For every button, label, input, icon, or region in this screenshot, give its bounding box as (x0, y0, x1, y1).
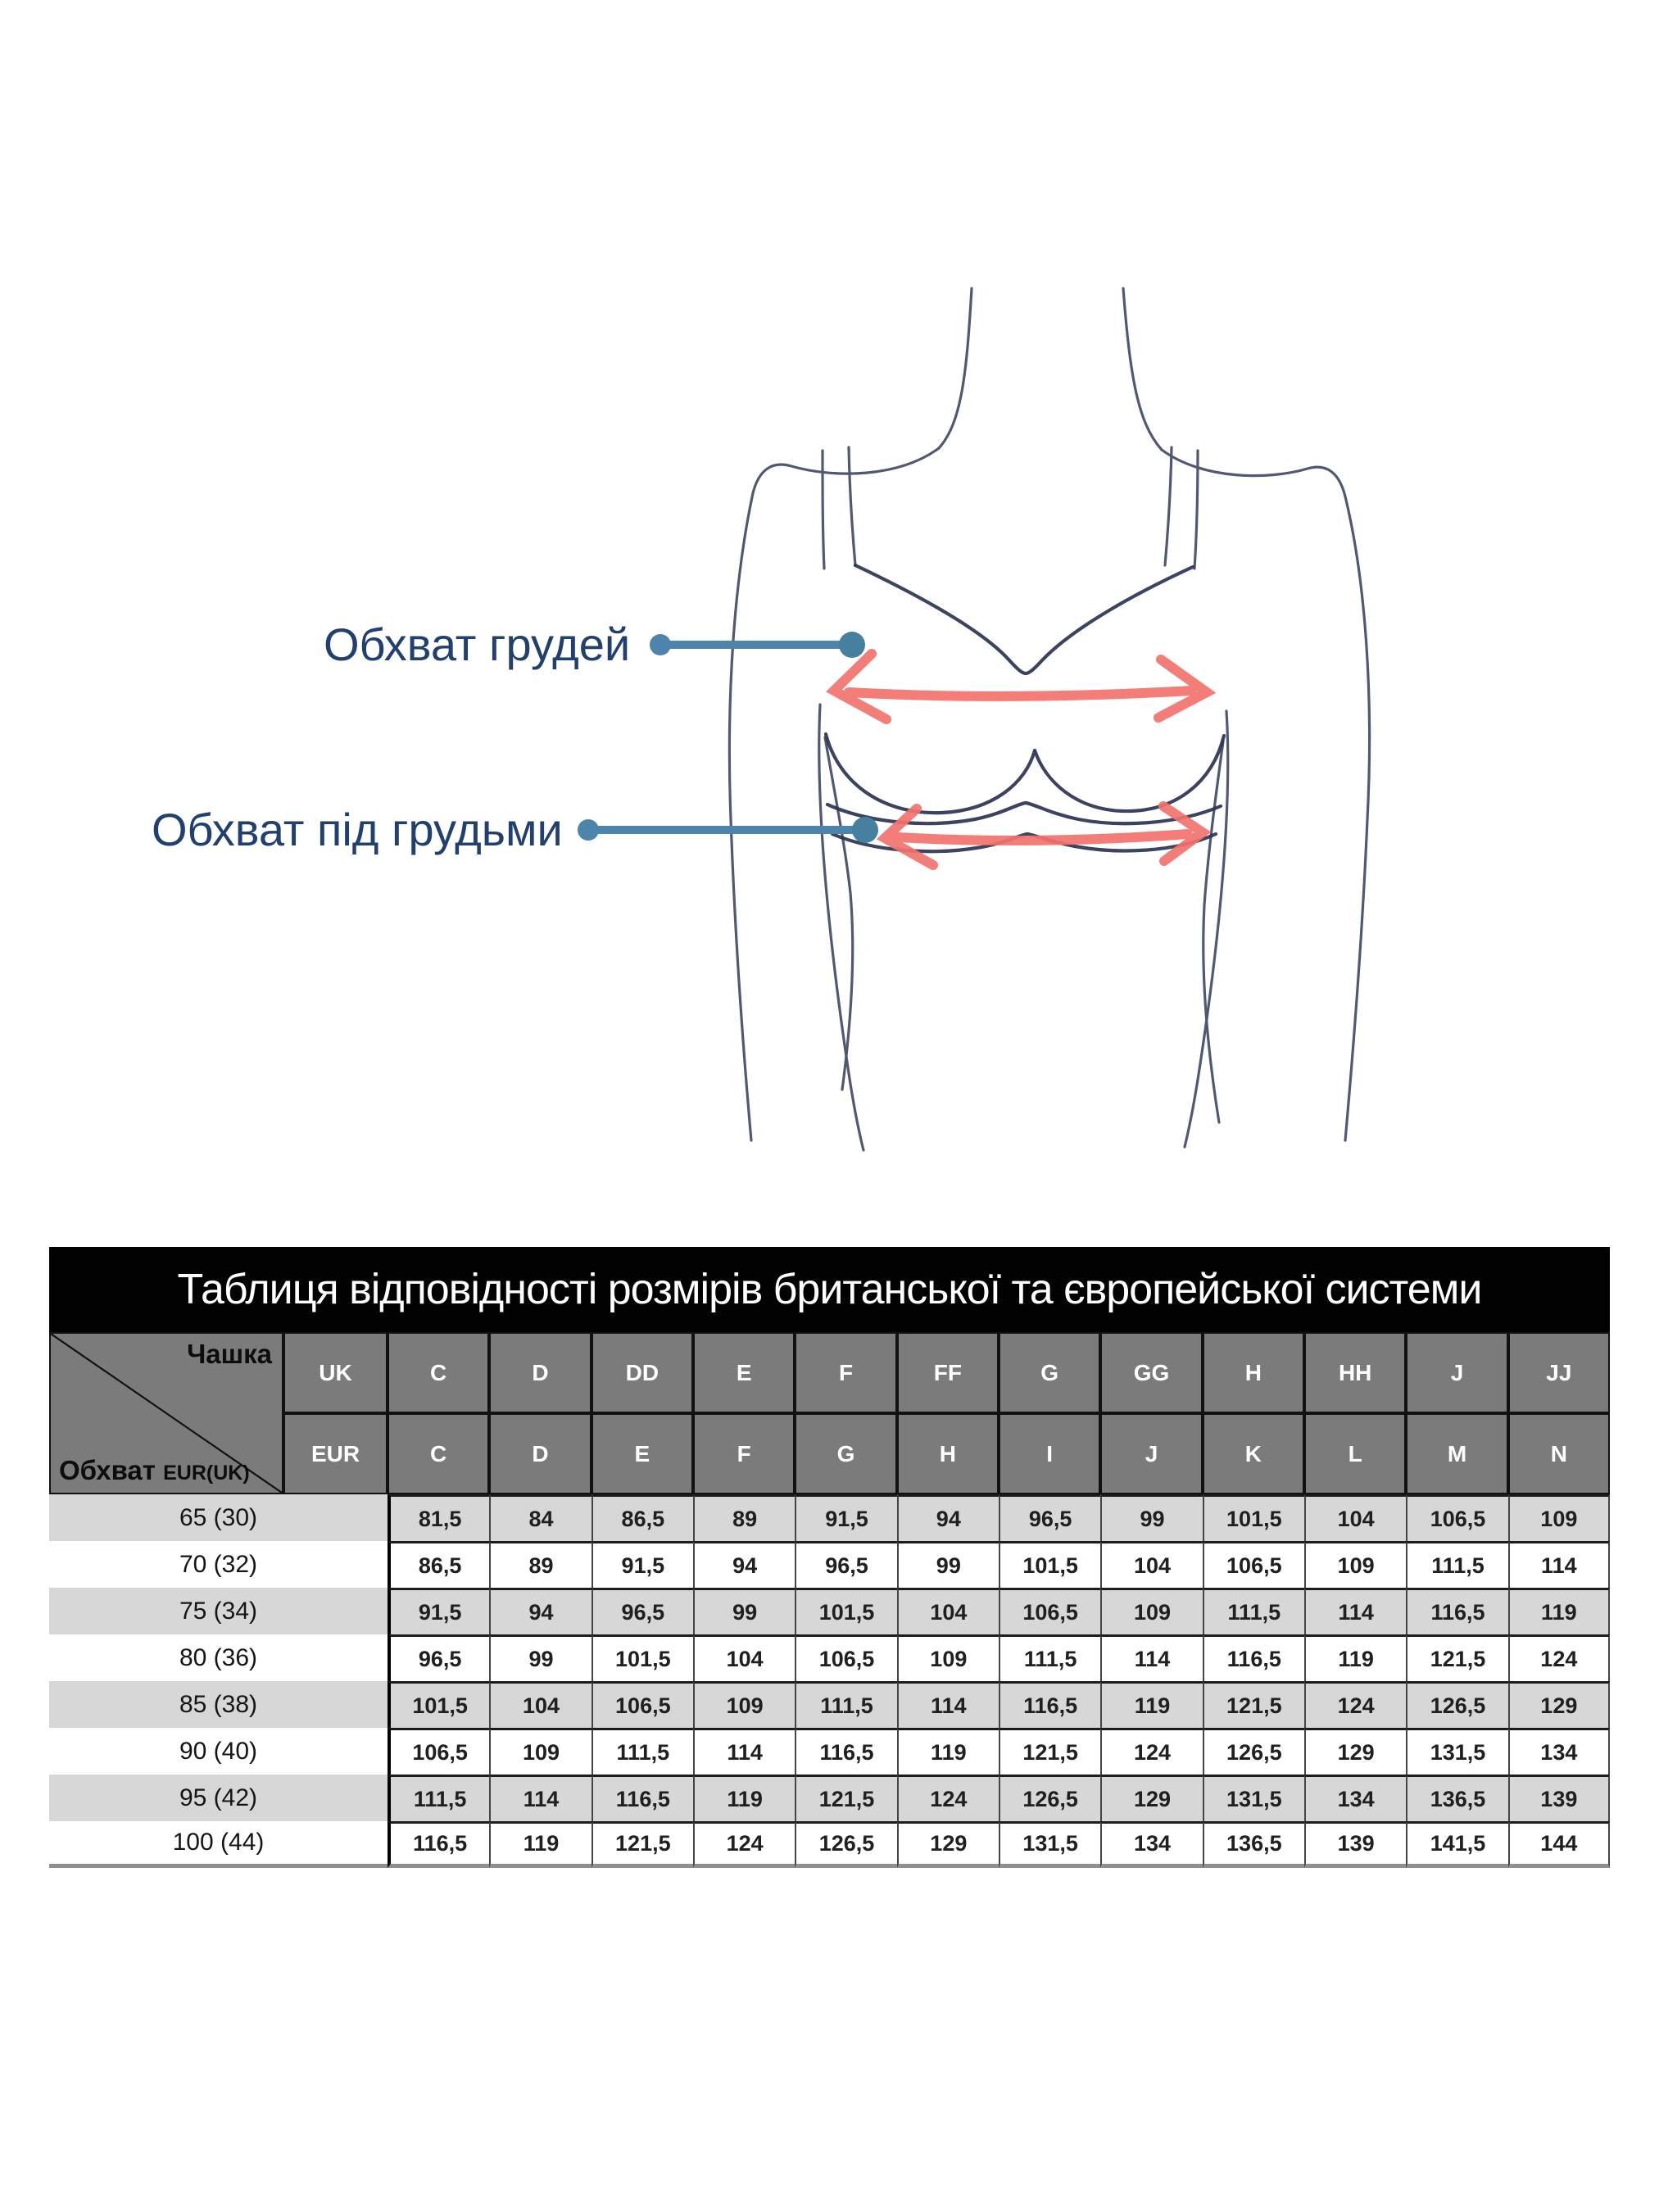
size-value-cell: 111,5 (592, 1728, 693, 1775)
size-value-cell: 116,5 (388, 1821, 489, 1868)
size-value-cell: 144 (1508, 1821, 1610, 1868)
size-value-cell: 86,5 (592, 1494, 693, 1541)
cup-header-cell: H (897, 1413, 999, 1494)
cup-header-cell: J (1100, 1413, 1202, 1494)
arm-right-outer-line (1345, 496, 1370, 1140)
size-value-cell: 91,5 (795, 1494, 896, 1541)
cup-header-cell: D (489, 1413, 591, 1494)
size-value-cell: 101,5 (592, 1634, 693, 1681)
header-system-cell: EUR (283, 1413, 388, 1494)
cup-header-cell: C (388, 1332, 489, 1413)
size-value-cell: 129 (1100, 1775, 1202, 1821)
size-value-cell: 114 (489, 1775, 591, 1821)
header-system-cell: UK (283, 1332, 388, 1413)
size-value-cell: 101,5 (795, 1588, 896, 1634)
size-value-cell: 121,5 (1203, 1681, 1304, 1728)
underbust-girth-connector (578, 817, 878, 843)
size-value-cell: 114 (1100, 1634, 1202, 1681)
size-value-cell: 96,5 (999, 1494, 1100, 1541)
size-value-cell: 116,5 (1406, 1588, 1507, 1634)
size-value-cell: 121,5 (795, 1775, 896, 1821)
cup-bottom-left-line (826, 734, 1035, 813)
chest-girth-arrow (834, 654, 1207, 719)
underbust-connector-dot-right (852, 817, 878, 843)
cup-header-cell: C (388, 1413, 489, 1494)
arm-left-inner-line (819, 705, 863, 1150)
size-value-cell: 109 (1304, 1541, 1406, 1588)
size-table (49, 1332, 1610, 1868)
size-value-cell: 126,5 (1203, 1728, 1304, 1775)
size-value-cell: 109 (897, 1634, 999, 1681)
size-value-cell: 84 (489, 1494, 591, 1541)
size-value-cell: 131,5 (999, 1821, 1100, 1868)
size-value-cell: 106,5 (592, 1681, 693, 1728)
size-value-cell: 124 (1508, 1634, 1610, 1681)
size-value-cell: 134 (1508, 1728, 1610, 1775)
size-value-cell: 106,5 (388, 1728, 489, 1775)
size-value-cell: 136,5 (1406, 1775, 1507, 1821)
cup-top-edge-line (855, 565, 1193, 673)
cup-header-cell: F (795, 1332, 896, 1413)
cup-header-cell: N (1508, 1413, 1610, 1494)
size-value-cell: 104 (1100, 1541, 1202, 1588)
shoulder-left-line (753, 448, 939, 493)
size-value-cell: 126,5 (795, 1821, 896, 1868)
cup-header-cell: GG (1100, 1332, 1202, 1413)
size-value-cell: 121,5 (592, 1821, 693, 1868)
size-value-cell: 129 (897, 1821, 999, 1868)
size-value-cell: 109 (693, 1681, 795, 1728)
arm-left-outer-line (729, 493, 753, 1140)
band-label-cell: 90 (40) (49, 1728, 388, 1775)
cup-header-cell: F (693, 1413, 795, 1494)
chest-arrow-shaft (849, 691, 1192, 696)
size-value-cell: 96,5 (388, 1634, 489, 1681)
band-label-cell: 65 (30) (49, 1494, 388, 1541)
size-value-cell: 119 (1100, 1681, 1202, 1728)
corner-label-cup: Чашка (187, 1339, 272, 1369)
size-value-cell: 109 (1100, 1588, 1202, 1634)
size-value-cell: 119 (1304, 1634, 1406, 1681)
band-label-cell: 95 (42) (49, 1775, 388, 1821)
size-value-cell: 96,5 (592, 1588, 693, 1634)
size-value-cell: 101,5 (388, 1681, 489, 1728)
corner-girth-units: EUR(UK) (163, 1462, 250, 1484)
cup-header-cell: JJ (1508, 1332, 1610, 1413)
neck-right-line (1123, 288, 1162, 450)
band-label-cell: 85 (38) (49, 1681, 388, 1728)
cup-header-cell: H (1203, 1332, 1304, 1413)
size-value-cell: 89 (489, 1541, 591, 1588)
size-value-cell: 129 (1304, 1728, 1406, 1775)
cup-header-cell: FF (897, 1332, 999, 1413)
size-value-cell: 106,5 (999, 1588, 1100, 1634)
size-value-cell: 119 (489, 1821, 591, 1868)
size-value-cell: 116,5 (999, 1681, 1100, 1728)
size-value-cell: 141,5 (1406, 1821, 1507, 1868)
cup-header-cell: K (1203, 1413, 1304, 1494)
size-value-cell: 104 (489, 1681, 591, 1728)
underbust-girth-arrow (885, 806, 1203, 865)
size-value-cell: 99 (1100, 1494, 1202, 1541)
size-value-cell: 94 (693, 1541, 795, 1588)
band-label-cell: 100 (44) (49, 1821, 388, 1868)
cup-header-cell: G (999, 1332, 1100, 1413)
size-value-cell: 81,5 (388, 1494, 489, 1541)
shoulder-right-line (1162, 450, 1345, 496)
size-value-cell: 126,5 (1406, 1681, 1507, 1728)
size-value-cell: 114 (1508, 1541, 1610, 1588)
size-value-cell: 109 (489, 1728, 591, 1775)
size-value-cell: 114 (1304, 1588, 1406, 1634)
size-value-cell: 106,5 (795, 1634, 896, 1681)
chest-connector-dot-left (650, 634, 671, 655)
band-label-cell: 80 (36) (49, 1634, 388, 1681)
size-value-cell: 131,5 (1203, 1775, 1304, 1821)
strap-right-inner-line (1165, 447, 1172, 565)
cup-header-cell: J (1406, 1332, 1507, 1413)
size-value-cell: 94 (489, 1588, 591, 1634)
size-value-cell: 111,5 (1203, 1588, 1304, 1634)
torso-outline (729, 288, 1369, 1150)
strap-left-inner-line (849, 447, 855, 565)
size-value-cell: 109 (1508, 1494, 1610, 1541)
size-value-cell: 121,5 (1406, 1634, 1507, 1681)
strap-left-outer-line (823, 451, 824, 569)
size-value-cell: 114 (693, 1728, 795, 1775)
size-value-cell: 121,5 (999, 1728, 1100, 1775)
corner-label-girth (59, 1455, 250, 1486)
size-value-cell: 136,5 (1203, 1821, 1304, 1868)
size-value-cell: 99 (693, 1588, 795, 1634)
cup-header-cell: G (795, 1413, 896, 1494)
cup-header-cell: HH (1304, 1332, 1406, 1413)
cup-header-cell: L (1304, 1413, 1406, 1494)
cup-header-cell: I (999, 1413, 1100, 1494)
size-value-cell: 104 (897, 1588, 999, 1634)
size-value-cell: 91,5 (388, 1588, 489, 1634)
size-value-cell: 91,5 (592, 1541, 693, 1588)
chest-girth-label: Обхват грудей (324, 619, 631, 670)
size-value-cell: 119 (1508, 1588, 1610, 1634)
size-value-cell: 124 (897, 1775, 999, 1821)
size-value-cell: 119 (897, 1728, 999, 1775)
underbust-girth-label: Обхват під грудьми (152, 804, 563, 855)
size-value-cell: 99 (489, 1634, 591, 1681)
size-value-cell: 96,5 (795, 1541, 896, 1588)
band-label-cell: 75 (34) (49, 1588, 388, 1634)
size-value-cell: 114 (897, 1681, 999, 1728)
size-value-cell: 104 (1304, 1494, 1406, 1541)
cup-header-cell: M (1406, 1413, 1507, 1494)
table-corner-cell (49, 1332, 283, 1494)
size-value-cell: 131,5 (1406, 1728, 1507, 1775)
cup-header-cell: D (489, 1332, 591, 1413)
size-value-cell: 116,5 (1203, 1634, 1304, 1681)
size-value-cell: 119 (693, 1775, 795, 1821)
size-value-cell: 111,5 (1406, 1541, 1507, 1588)
size-value-cell: 124 (1100, 1728, 1202, 1775)
size-value-cell: 116,5 (592, 1775, 693, 1821)
size-value-cell: 89 (693, 1494, 795, 1541)
cup-header-cell: E (592, 1413, 693, 1494)
size-value-cell: 139 (1508, 1775, 1610, 1821)
size-value-cell: 126,5 (999, 1775, 1100, 1821)
cup-header-cell: DD (592, 1332, 693, 1413)
torso-right-line (1203, 741, 1223, 1122)
size-value-cell: 101,5 (999, 1541, 1100, 1588)
size-value-cell: 124 (693, 1821, 795, 1868)
size-value-cell: 116,5 (795, 1728, 896, 1775)
size-value-cell: 129 (1508, 1681, 1610, 1728)
size-value-cell: 101,5 (1203, 1494, 1304, 1541)
chest-connector-dot-right (839, 632, 865, 658)
size-value-cell: 111,5 (795, 1681, 896, 1728)
cup-header-cell: E (693, 1332, 795, 1413)
size-value-cell: 94 (897, 1494, 999, 1541)
size-value-cell: 124 (1304, 1681, 1406, 1728)
chest-arrow-head-left (834, 654, 886, 719)
table-title: Таблиця відповідності розмірів британської та європейської системи (49, 1247, 1610, 1332)
size-value-cell: 134 (1304, 1775, 1406, 1821)
size-value-cell: 106,5 (1203, 1541, 1304, 1588)
neck-left-line (939, 288, 972, 448)
size-value-cell: 104 (693, 1634, 795, 1681)
size-value-cell: 139 (1304, 1821, 1406, 1868)
underbust-connector-dot-left (578, 819, 599, 841)
cup-bottom-right-line (1035, 736, 1224, 811)
size-value-cell: 86,5 (388, 1541, 489, 1588)
corner-girth-word: Обхват (59, 1455, 156, 1485)
chest-girth-connector (650, 632, 865, 658)
size-value-cell: 111,5 (388, 1775, 489, 1821)
band-label-cell: 70 (32) (49, 1541, 388, 1588)
size-value-cell: 134 (1100, 1821, 1202, 1868)
size-value-cell: 106,5 (1406, 1494, 1507, 1541)
size-value-cell: 111,5 (999, 1634, 1100, 1681)
size-value-cell: 99 (897, 1541, 999, 1588)
underbust-arrow-shaft (898, 834, 1188, 841)
